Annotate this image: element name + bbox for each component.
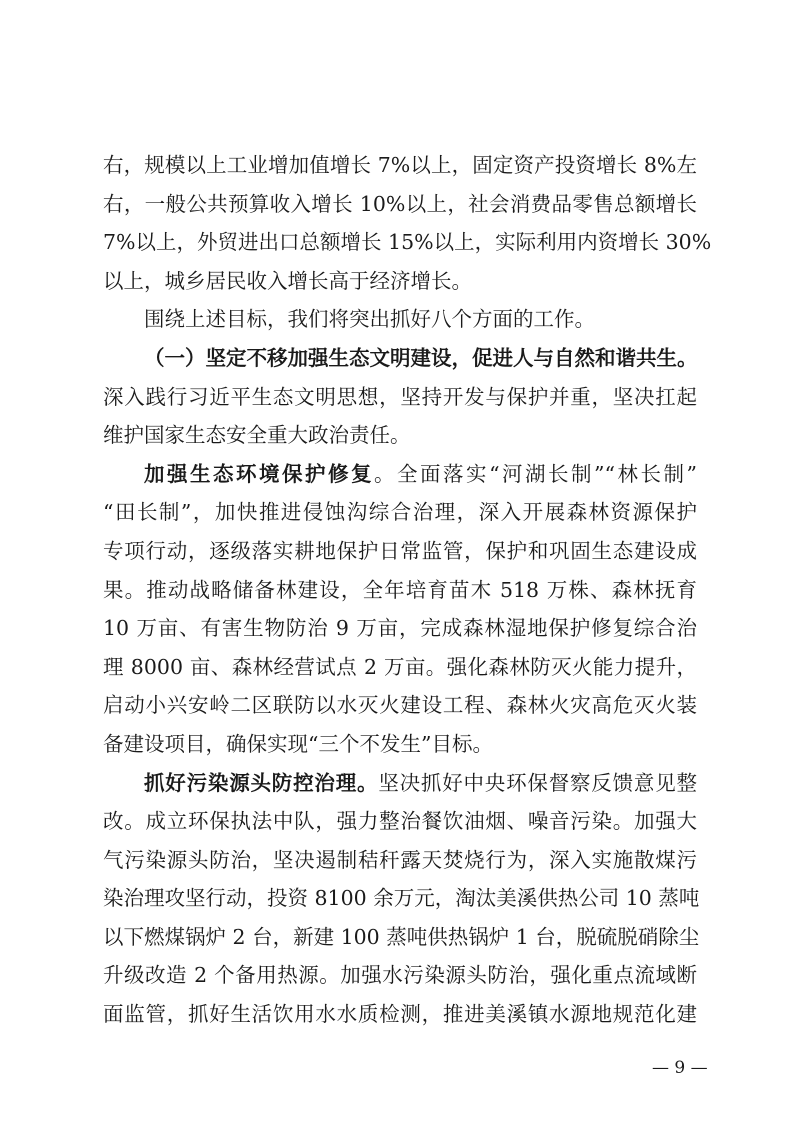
subsection-heading: 抓好污染源头防控治理。	[144, 770, 379, 795]
text-line: 果。推动战略储备林建设，全年培育苗木 518 万株、森林抚育	[103, 577, 697, 602]
text-line: 深入践行习近平生态文明思想，坚持开发与保护并重，坚决扛起	[103, 384, 697, 409]
section-heading: （一）坚定不移加强生态文明建设，促进人与自然和谐共生。	[144, 345, 698, 370]
text-line: 以下燃煤锅炉 2 台，新建 100 蒸吨供热锅炉 1 台，脱硫脱硝除尘	[103, 924, 700, 949]
subsection-heading-line	[103, 455, 697, 494]
text-line: 气污染源头防治，坚决遏制秸秆露天焚烧行为，深入实施散煤污	[103, 847, 697, 872]
text-line: 面监管，抓好生活饮用水水质检测，推进美溪镇水源地规范化建	[103, 1002, 697, 1027]
text-line: 以上，城乡居民收入增长高于经济增长。	[103, 268, 472, 293]
text-line: 升级改造 2 个备用热源。加强水污染源头防治，强化重点流域断	[103, 963, 697, 988]
text-run: 。全面落实“河湖长制”“林长制”	[374, 461, 698, 486]
text-line: “田长制”，加快推进侵蚀沟综合治理，深入开展森林资源保护	[103, 500, 697, 525]
text-line: 理 8000 亩、森林经营试点 2 万亩。强化森林防灭火能力提升，	[103, 654, 697, 679]
document-body	[103, 146, 712, 1034]
page-number: — 9 —	[652, 1058, 708, 1078]
text-line: 10 万亩、有害生物防治 9 万亩，完成森林湿地保护修复综合治	[103, 616, 697, 641]
text-line: 备建设项目，确保实现“三个不发生”目标。	[103, 731, 493, 756]
text-line: 启动小兴安岭二区联防以水灭火建设工程、森林火灾高危灭火装	[103, 693, 697, 718]
text-line: 右，一般公共预算收入增长 10%以上，社会消费品零售总额增长	[103, 191, 697, 216]
text-line: 围绕上述目标，我们将突出抓好八个方面的工作。	[144, 307, 595, 332]
text-line: 改。成立环保执法中队，强力整治餐饮油烟、噪音污染。加强大	[103, 809, 697, 834]
text-line: 右，规模以上工业增加值增长 7%以上，固定资产投资增长 8%左	[103, 153, 697, 177]
text-line: 专项行动，逐级落实耕地保护日常监管，保护和巩固生态建设成	[103, 538, 697, 563]
text-line: 染治理攻坚行动，投资 8100 余万元，淘汰美溪供热公司 10 蒸吨	[103, 886, 700, 911]
section-heading-line	[103, 339, 697, 378]
subsection-heading-line	[103, 764, 697, 803]
subsection-heading: 加强生态环境保护修复	[144, 461, 375, 486]
text-line: 维护国家生态安全重大政治责任。	[103, 423, 411, 448]
text-line: 7%以上，外贸进出口总额增长 15%以上，实际利用内资增长 30%	[103, 230, 712, 255]
text-run: 坚决抓好中央环保督察反馈意见整	[378, 770, 698, 795]
